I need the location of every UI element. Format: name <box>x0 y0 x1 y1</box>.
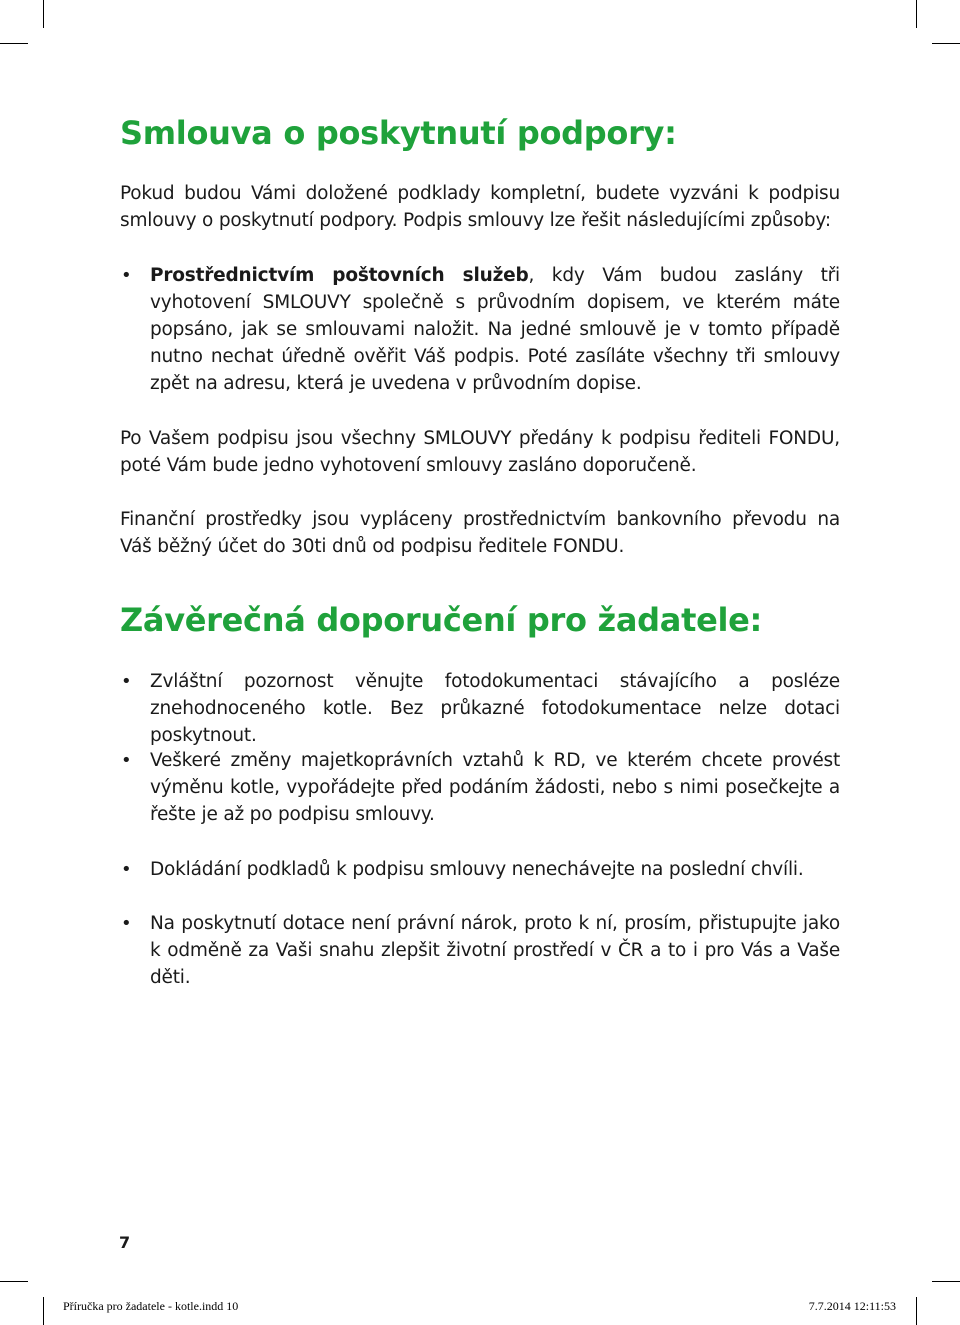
recommendation-item: Zvláštní pozornost věnujte fotodokumentaci stávajícího a posléze znehodnoceného kotle. Bez průkazné fotodokumentace nelze dotaci poskytnout. <box>150 671 840 746</box>
page-number: 7 <box>119 1233 131 1252</box>
mail-option-bullet-text <box>150 262 840 397</box>
bullet-body: , kdy Vám budou zaslány tři vyhotovení SMLOUVY společně s průvodním dopisem, ve kterém máte popsáno, jak se smlouvami naložit. Na jedné smlouvě je v tomto případě nutno nechat úředně ověřit Váš podpis. Poté zasíláte všechny tři smlouvy zpět na adresu, která je uvedena v průvodním dopise. <box>150 265 840 394</box>
crop-mark <box>916 0 917 28</box>
crop-mark <box>0 43 28 44</box>
payment-paragraph: Finanční prostředky jsou vypláceny prostřednictvím bankovního převodu na Váš běžný účet do 30ti dnů od podpisu ředitele FONDU. <box>120 509 840 557</box>
bullet-icon: • <box>121 750 132 771</box>
intro-paragraph: Pokud budou Vámi doložené podklady kompletní, budete vyzváni k podpisu smlouvy o poskytnutí podpory. Podpis smlouvy lze řešit následujícími způsoby: <box>120 183 840 231</box>
crop-mark <box>932 43 960 44</box>
slug-filename: Příručka pro žadatele - kotle.indd 10 <box>63 1299 239 1313</box>
crop-mark <box>0 1281 28 1282</box>
recommendation-item: Veškeré změny majetkoprávních vztahů k RD, ve kterém chcete provést výměnu kotle, vypořádejte před podáním žádosti, nebo s nimi posečkejte a řešte je až po podpisu smlouvy. <box>150 750 840 825</box>
bullet-icon: • <box>121 913 132 934</box>
section-heading: Závěrečná doporučení pro žadatele: <box>120 601 763 639</box>
bullet-icon: • <box>121 265 132 286</box>
recommendation-item: Na poskytnutí dotace není právní nárok, proto k ní, prosím, přistupujte jako k odměně za Vaši snahu zlepšit životní prostředí v ČR a to i pro Vás a Vaše děti. <box>150 913 840 988</box>
recommendation-item: Dokládání podkladů k podpisu smlouvy nenechávejte na poslední chvíli. <box>150 859 804 880</box>
bullet-icon: • <box>121 859 132 880</box>
crop-mark <box>43 1297 44 1325</box>
bullet-icon: • <box>121 671 132 692</box>
crop-mark <box>916 1297 917 1325</box>
crop-mark <box>932 1281 960 1282</box>
bullet-bold-lead: Prostřednictvím poštovních služeb <box>150 265 529 286</box>
slug-timestamp: 7.7.2014 12:11:53 <box>808 1299 896 1313</box>
section-heading: Smlouva o poskytnutí podpory: <box>120 114 677 152</box>
signature-paragraph: Po Vašem podpisu jsou všechny SMLOUVY předány k podpisu řediteli FONDU, poté Vám bude jedno vyhotovení smlouvy zasláno doporučeně. <box>120 428 840 476</box>
crop-mark <box>43 0 44 28</box>
